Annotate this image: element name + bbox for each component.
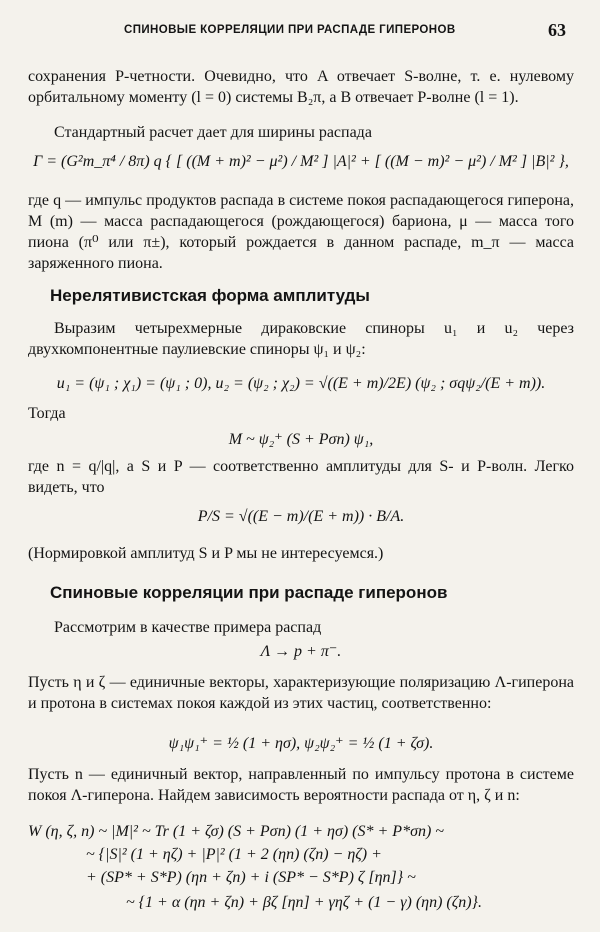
paragraph-definitions: где q — импульс продуктов распада в системе покоя распадающегося гиперона, M (m) — масса распадающегося (рождающегося) бариона, μ — масса того пиона (π⁰ или π±), который рождается в данном распаде, m_π — масса заряженного пиона. bbox=[28, 192, 574, 272]
equation-decay-width: Γ = (G²m_π⁴ / 8π) q { [ ((M + m)² − μ²) / M² ] |A|² + [ ((M − m)² − μ²) / M² ] |B|² }, bbox=[33, 153, 569, 170]
equation-probability-line3: + (SP* + S*P) (ηn + ζn) + i (SP* − S*P) ζ [ηn]} ~ bbox=[86, 869, 416, 886]
page-number: 63 bbox=[548, 20, 566, 40]
equation-probability-line4: ~ {1 + α (ηn + ζn) + βζ [ηn] + γηζ + (1 − γ) (ηn) (ζn)}. bbox=[126, 894, 482, 911]
equation-probability-line2: ~ {|S|² (1 + ηζ) + |P|² (1 + 2 (ηn) (ζn) − ηζ) + bbox=[86, 846, 382, 863]
equation-spinors: u₁ = (ψ₁ ; χ₁) = (ψ₁ ; 0), u₂ = (ψ₂ ; χ₂) = √((E + m)/2E) (ψ₂ ; σqψ₂/(E + m)). bbox=[56, 375, 546, 392]
section-heading-nonrelativistic: Нерелятивистская форма амплитуды bbox=[50, 286, 370, 305]
paragraph-normalization: (Нормировкой амплитуд S и P мы не интересуемся.) bbox=[28, 545, 384, 562]
running-title: СПИНОВЫЕ КОРРЕЛЯЦИИ ПРИ РАСПАДЕ ГИПЕРОНОВ bbox=[124, 24, 456, 36]
paragraph-polarization: Пусть η и ζ — единичные векторы, характеризующие поляризацию Λ-гиперона и протона в системах покоя каждой из этих частиц, соответственно: bbox=[28, 674, 574, 712]
word-then: Тогда bbox=[28, 405, 66, 422]
paragraph-direction: Пусть n — единичный вектор, направленный по импульсу протона в системе покоя Λ-гиперона. Найдем зависимость вероятности распада от η, ζ и n: bbox=[28, 766, 574, 804]
paragraph-example: Рассмотрим в качестве примера распад bbox=[54, 619, 322, 636]
equation-amplitude: M ~ ψ₂⁺ (S + Pσn) ψ₁, bbox=[228, 431, 374, 448]
paragraph-parity: сохранения P-четности. Очевидно, что A отвечает S-волне, т. е. нулевому орбитальному моменту (l = 0) системы B₂π, а B отвечает P-волне (l = 1). bbox=[28, 68, 574, 106]
running-header bbox=[0, 20, 600, 44]
paragraph-waves: где n = q/|q|, а S и P — соответственно амплитуды для S- и P-волн. Легко видеть, что bbox=[28, 458, 574, 496]
paragraph-width-intro: Стандартный расчет дает для ширины распада bbox=[54, 124, 372, 141]
equation-lambda-decay: Λ → p + π⁻. bbox=[260, 643, 342, 660]
paragraph-spinors-intro: Выразим четырехмерные дираковские спиноры u₁ и u₂ через двухкомпонентные паулиевские спиноры ψ₁ и ψ₂: bbox=[28, 320, 574, 358]
section-heading-spin-correlations: Спиновые корреляции при распаде гиперонов bbox=[50, 583, 448, 602]
equation-density-matrices: ψ₁ψ₁⁺ = ½ (1 + ησ), ψ₂ψ₂⁺ = ½ (1 + ζσ). bbox=[168, 735, 434, 752]
equation-ratio: P/S = √((E − m)/(E + m)) · B/A. bbox=[197, 508, 405, 525]
equation-probability-line1: W (η, ζ, n) ~ |M|² ~ Tr (1 + ζσ) (S + Pσn) (1 + ησ) (S* + P*σn) ~ bbox=[28, 823, 444, 840]
